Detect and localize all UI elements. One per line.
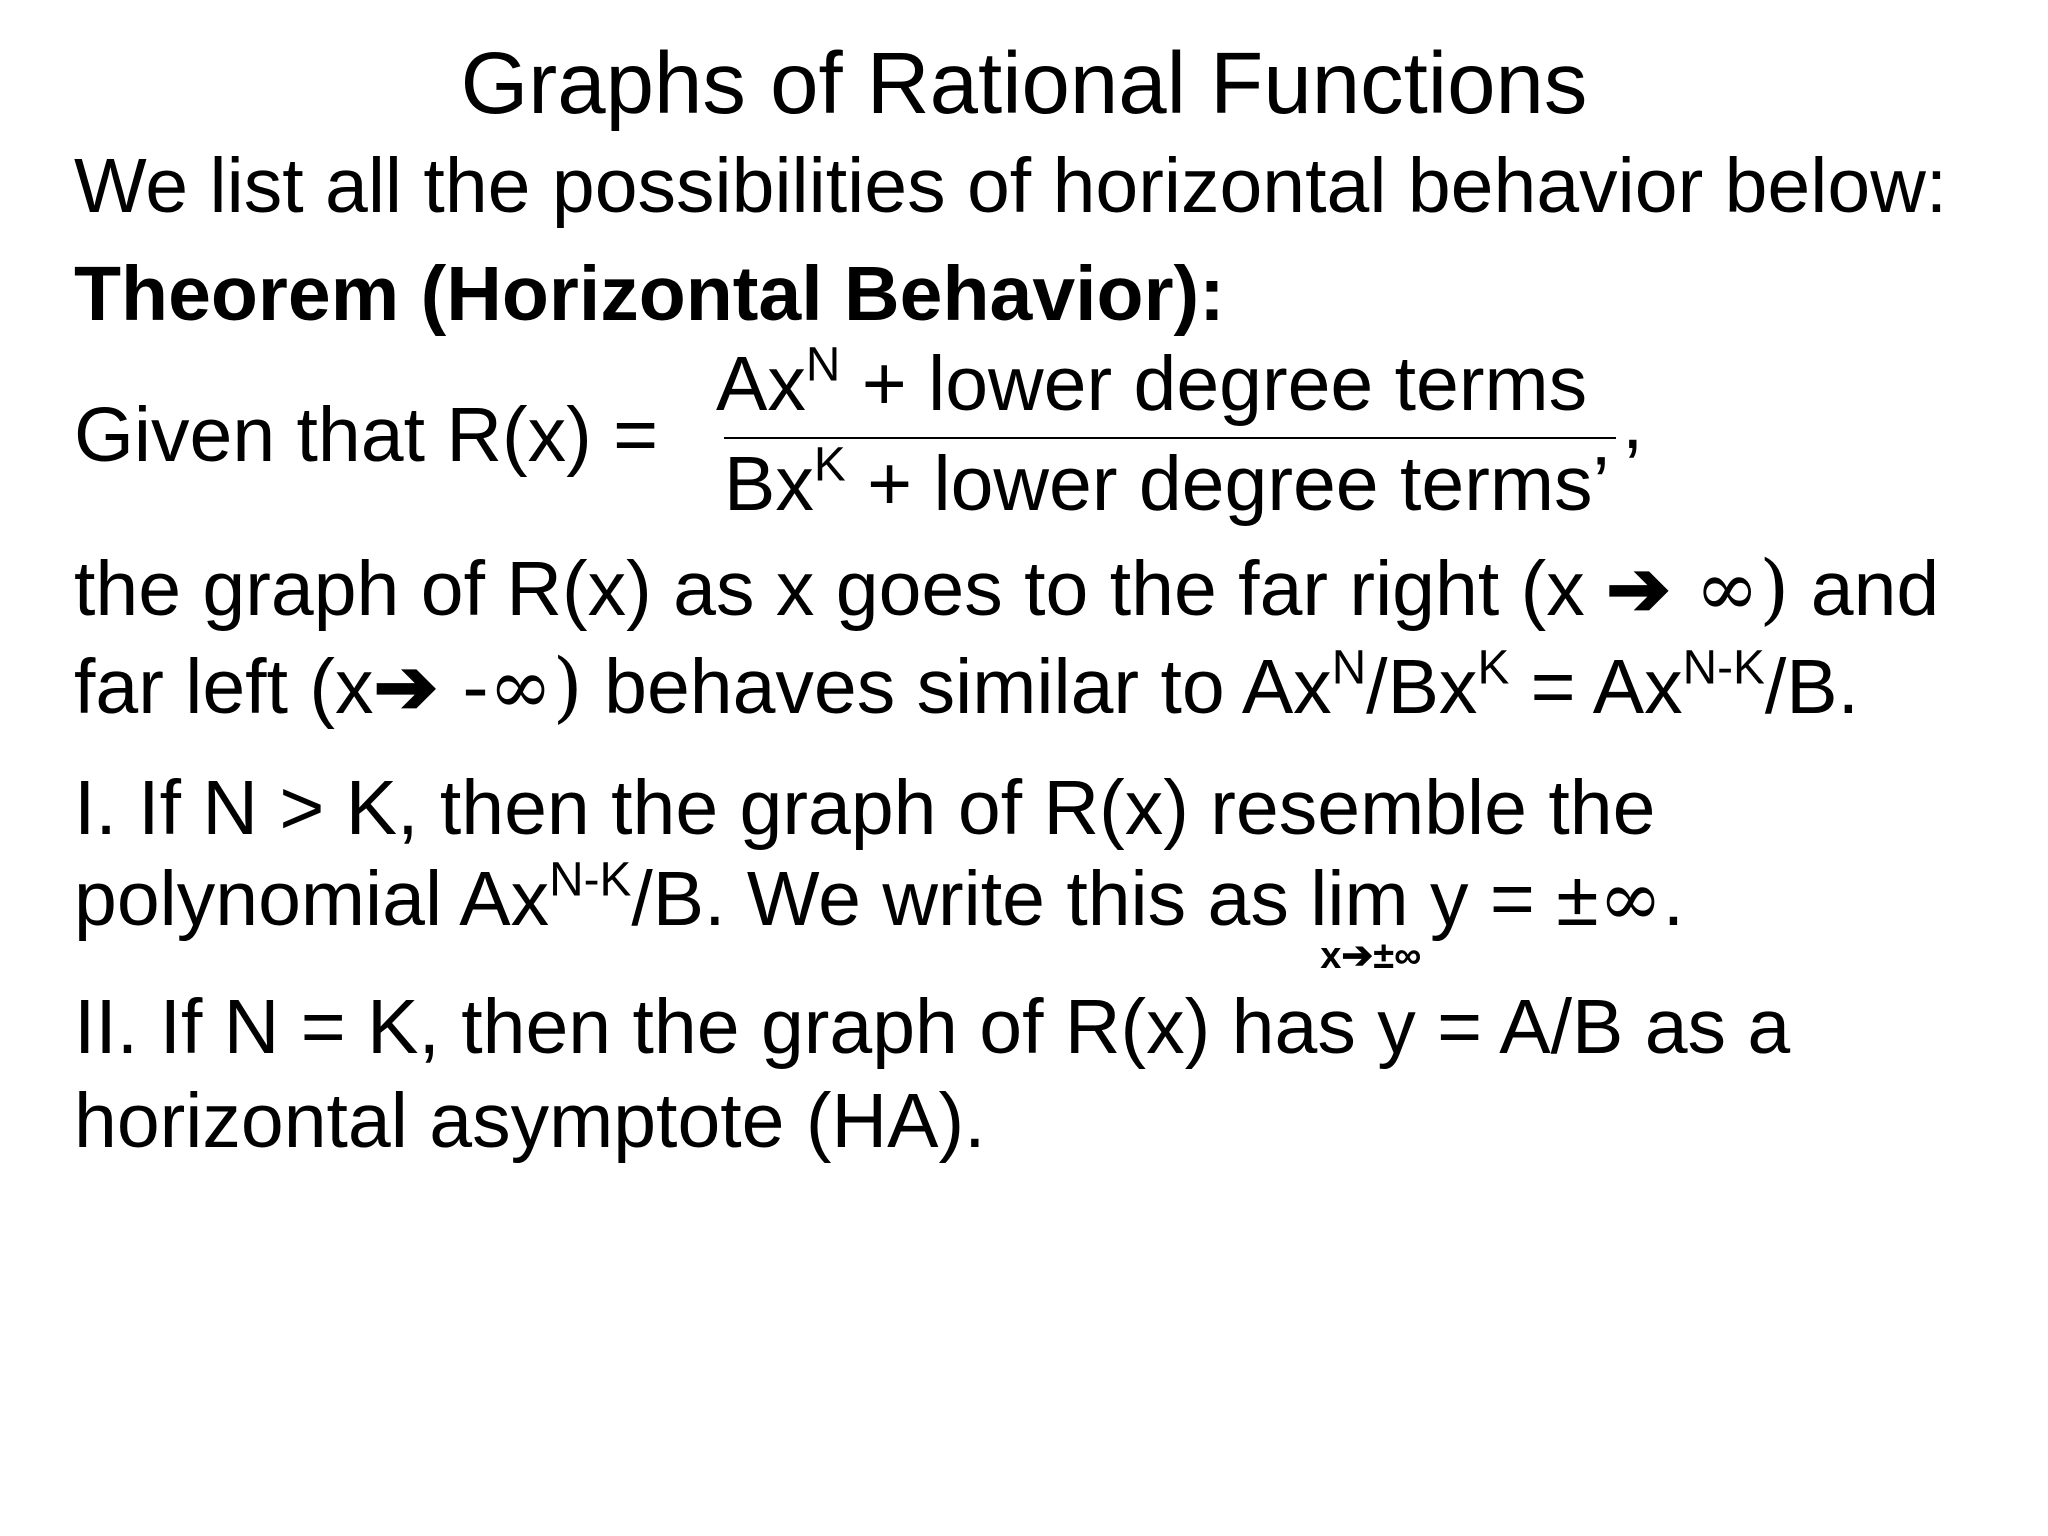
numerator-exponent: N <box>805 338 841 392</box>
denominator-rest: + lower degree terms’ <box>845 441 1610 527</box>
case-1-exponent: N-K <box>549 853 632 907</box>
neg-infinity-symbol: -∞) <box>438 643 583 732</box>
case-1-line-2 <box>74 853 1685 977</box>
exponent-n: N <box>1331 641 1367 695</box>
behavior-line-1-text: the graph of R(x) as x goes to the far right (x <box>74 546 1607 632</box>
behavior-line-2-end: /B. <box>1764 644 1860 730</box>
behavior-line-1-end: and <box>1789 546 1940 632</box>
limit-expression <box>1310 856 1422 977</box>
theorem-heading: Theorem (Horizontal Behavior): <box>74 251 1225 337</box>
slide-title: Graphs of Rational Functions <box>460 35 1588 132</box>
exponent-n-k: N-K <box>1682 641 1765 695</box>
fraction-bar <box>724 437 1616 439</box>
denominator-exponent: K <box>813 438 846 492</box>
behavior-line-2 <box>74 641 1860 732</box>
fraction-denominator <box>724 438 1610 527</box>
slash-bx: /Bx <box>1366 644 1478 730</box>
equals-ax: = Ax <box>1509 644 1683 730</box>
lim-label: lim <box>1310 856 1409 942</box>
case-1-line-1: I. If N > K, then the graph of R(x) resemble the <box>74 765 1656 851</box>
fraction-separator: , <box>1622 379 1644 465</box>
case-1-period: . <box>1662 856 1685 942</box>
behavior-line-2-text: far left (x <box>74 644 374 730</box>
fraction-numerator <box>716 338 1588 427</box>
numerator-rest: + lower degree terms <box>840 341 1588 427</box>
lim-subscript: x➔±∞ <box>1320 935 1422 977</box>
case-1-line-2-post: y = ± <box>1408 856 1599 942</box>
given-prefix: Given that R(x) = <box>74 392 659 478</box>
case-1-line-2-mid: /B. We write this as <box>631 856 1311 942</box>
behavior-line-1 <box>74 545 1940 634</box>
right-arrow-icon: ➔ <box>1606 546 1671 632</box>
numerator-base: Ax <box>716 341 806 427</box>
exponent-k: K <box>1477 641 1510 695</box>
infinity-symbol: ∞ <box>1598 855 1663 944</box>
denominator-base: Bx <box>724 441 814 527</box>
case-2-line-2: horizontal asymptote (HA). <box>74 1078 986 1164</box>
infinity-symbol: ∞) <box>1670 545 1790 634</box>
intro-text: We list all the possibilities of horizontal behavior below: <box>74 143 1948 229</box>
behavior-line-2-mid: behaves similar to Ax <box>582 644 1332 730</box>
case-2-line-1: II. If N = K, then the graph of R(x) has y = A/B as a <box>74 984 1791 1070</box>
case-1-line-2-pre: polynomial Ax <box>74 856 550 942</box>
right-arrow-icon: ➔ <box>373 644 439 730</box>
